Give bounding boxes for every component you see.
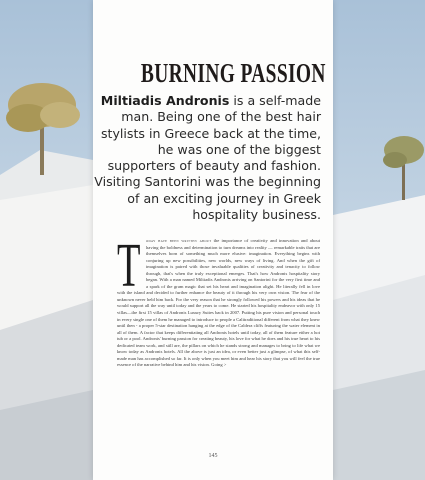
drop-cap: T: [117, 232, 141, 300]
body-lead-in: oday have been written about: [146, 238, 212, 243]
intro-name: Miltiadis Andronis: [100, 93, 230, 108]
body-text: [117, 232, 320, 369]
body-paragraph: the importance of creativity and innovation and about having the boldness and determination to turn dreams into reality — remarkable traits that are themselves born of something much more elusive: imagination. Everything begins with conjuring up new possibilities, new worlds, new ways of living. And when the gift of imagination is paired with those invaluable qualities of creativity and tenacity to follow through, that's when the truly exceptional emerges. That's how Andronis hospitality story began. With a man named Miltiadis Andronis arriving on Santorini for the very first time and a spark of the gram magic that set his heart and imagination alight. He literally fell in love with the island and decided to further enhance the beauty of it through his very own vision. The fear of the unknown never held him back. For the very reason that he strongly followed his powers and his ideas that he would support all the way until today and the years to come. He started his hospitality endeavor with only 15 villas—the first 15 villas of Andronis Luxury Suites back in 2007. Putting his pure vision and personal touch in every single one of them he managed to introduce to people a Calitraditional different from what they knew until then - a proper 5-star destination hanging at the edge of the Caldera cliffs featuring the water element in all of them. A factor that keeps differentiating all Andronis hotels until today, all of them feature either a hot tub or a pool. Andronis' burning passion for creating beauty, his love for what he does and his true heart to his dedicated team work, and still are, the pillars on which he stands strong and manages to bring to life what we know today as Andronis hotels. All the above is just an idea, or even better just a glimpse, of what this self-made man has accomplished so far. It is only when you meet him and hear his story that you will feel the true essence of the narrative behind him and his vision. Going >: [117, 238, 320, 368]
intro-text: is a self-made man. Being one of the best hair stylists in Greece back at the time, he was one of the biggest supporters of beauty and fashion. Visiting Santorini was the beginning of an exciting journey in Greek hospitality business.: [94, 93, 321, 223]
magazine-page: [93, 0, 333, 480]
intro-paragraph: [93, 93, 321, 223]
page-number: 145: [208, 453, 218, 459]
page-headline: BURNING PASSION: [141, 58, 326, 88]
